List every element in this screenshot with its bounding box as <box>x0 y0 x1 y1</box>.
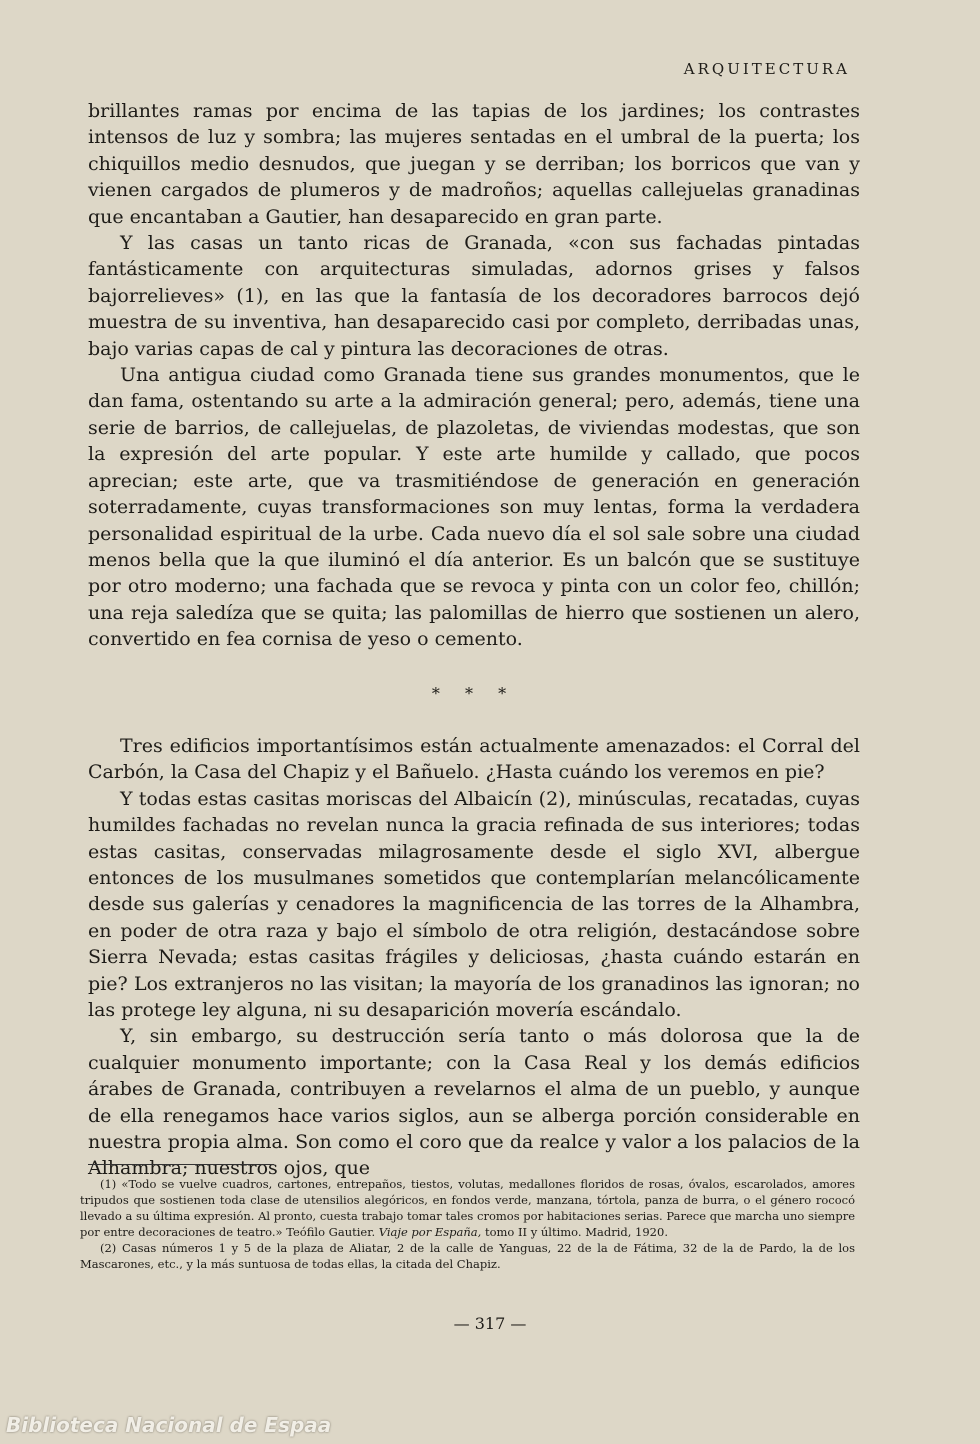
footnote-1-tail: tomo II y último. Madrid, 1920. <box>484 1225 668 1239</box>
footnotes <box>80 1176 855 1272</box>
section-separator: * * * <box>431 683 517 703</box>
body-text <box>88 98 860 1182</box>
paragraph: Una antigua ciudad como Granada tiene sus grandes monumentos, que le dan fama, ostentando su arte a la admiración general; pero, además, tiene una serie de barrios, de callejuelas, de plazoletas, de viviendas modestas, que son la expresión del arte popular. Y este arte humilde y callado, que pocos aprecian; este arte, que va trasmitiéndose de generación en generación soterradamente, cuyas transformaciones son muy lentas, forma la verdadera personalidad espiritual de la urbe. Cada nuevo día el sol sale sobre una ciudad menos bella que la que iluminó el día anterior. Es un balcón que se sustituye por otro moderno; una fachada que se revoca y pinta con un color feo, chillón; una reja saledíza que se quita; las palomillas de hierro que sostienen un alero, convertido en fea cornisa de yeso o cemento. <box>88 364 860 651</box>
paragraph: Y todas estas casitas moriscas del Albaicín (2), minúsculas, recatadas, cuyas humildes fachadas no revelan nunca la gracia refinada de sus interiores; todas estas casitas, conservadas milagrosamente desde el siglo XVI, albergue entonces de los musulmanes sometidos que contemplarían melancólicamente desde sus galerías y cenadores la magnificencia de las torres de la Alhambra, en poder de otra raza y bajo el símbolo de otra religión, destacándose sobre Sierra Nevada; estas casitas frágiles y deliciosas, ¿hasta cuándo estarán en pie? Los extranjeros no las visitan; la mayoría de los granadinos las ignoran; no las protege ley alguna, ni su desaparición movería escándalo. <box>88 787 860 1021</box>
footnote-2: (2) Casas números 1 y 5 de la plaza de Aliatar, 2 de la calle de Yanguas, 22 de la de Fátima, 32 de la de Pardo, la de los Mascarones, etc., y la más suntuosa de todas ellas, la citada del Chapiz. <box>80 1241 855 1271</box>
paragraph: Tres edificios importantísimos están actualmente amenazados: el Corral del Carbón, la Casa del Chapiz y el Bañuelo. ¿Hasta cuándo los veremos en pie? <box>88 734 860 784</box>
running-head: ARQUITECTURA <box>683 60 850 78</box>
paragraph: brillantes ramas por encima de las tapias de los jardines; los contrastes intensos de luz y sombra; las mujeres sentadas en el umbral de la puerta; los chiquillos medio desnudos, que juegan y se derriban; los borricos que van y vienen cargados de plumeros y de madroños; aquellas callejuelas granadinas que encantaban a Gautier, han desaparecido en gran parte. <box>88 100 860 228</box>
footnote-rule <box>88 1164 274 1165</box>
page-number: — 317 — <box>453 1314 527 1333</box>
paragraph: Y, sin embargo, su destrucción sería tanto o más dolorosa que la de cualquier monumento importante; con la Casa Real y los demás edificios árabes de Granada, contribuyen a revelarnos el alma de un pueblo, y aunque de ella renegamos hace varios siglos, aun se alberga porción considerable en nuestra propia alma. Son como el coro que da realce y valor a los palacios de la Alhambra; nuestros ojos, que <box>88 1025 860 1180</box>
footnote-1-text: (1) «Todo se vuelve cuadros, cartones, entrepaños, tiestos, volutas, medallones floridos de rosas, óvalos, escarolados, amores tripudos que sostienen toda clase de utensilios alegóricos, en fondos verde, manzana, tórtola, panza de burra, o el género rococó llevado a su última expresión. Al pronto, cuesta trabajo tomar tales cromos por habitaciones serias. Parece que marcha uno siempre por entre decoraciones de teatro.» Teófilo Gautier. <box>80 1177 855 1239</box>
footnote-1-title: Viaje por España, <box>378 1225 482 1239</box>
paragraph: Y las casas un tanto ricas de Granada, «con sus fachadas pintadas fantásticamente con arquitecturas simuladas, adornos grises y falsos bajorrelieves» (1), en las que la fantasía de los decoradores barrocos dejó muestra de su inventiva, han desaparecido casi por completo, derribadas unas, bajo varias capas de cal y pintura las decoraciones de otras. <box>88 232 860 360</box>
footnote-1 <box>80 1176 855 1240</box>
library-watermark: Biblioteca Nacional de Espaa <box>6 1413 332 1437</box>
